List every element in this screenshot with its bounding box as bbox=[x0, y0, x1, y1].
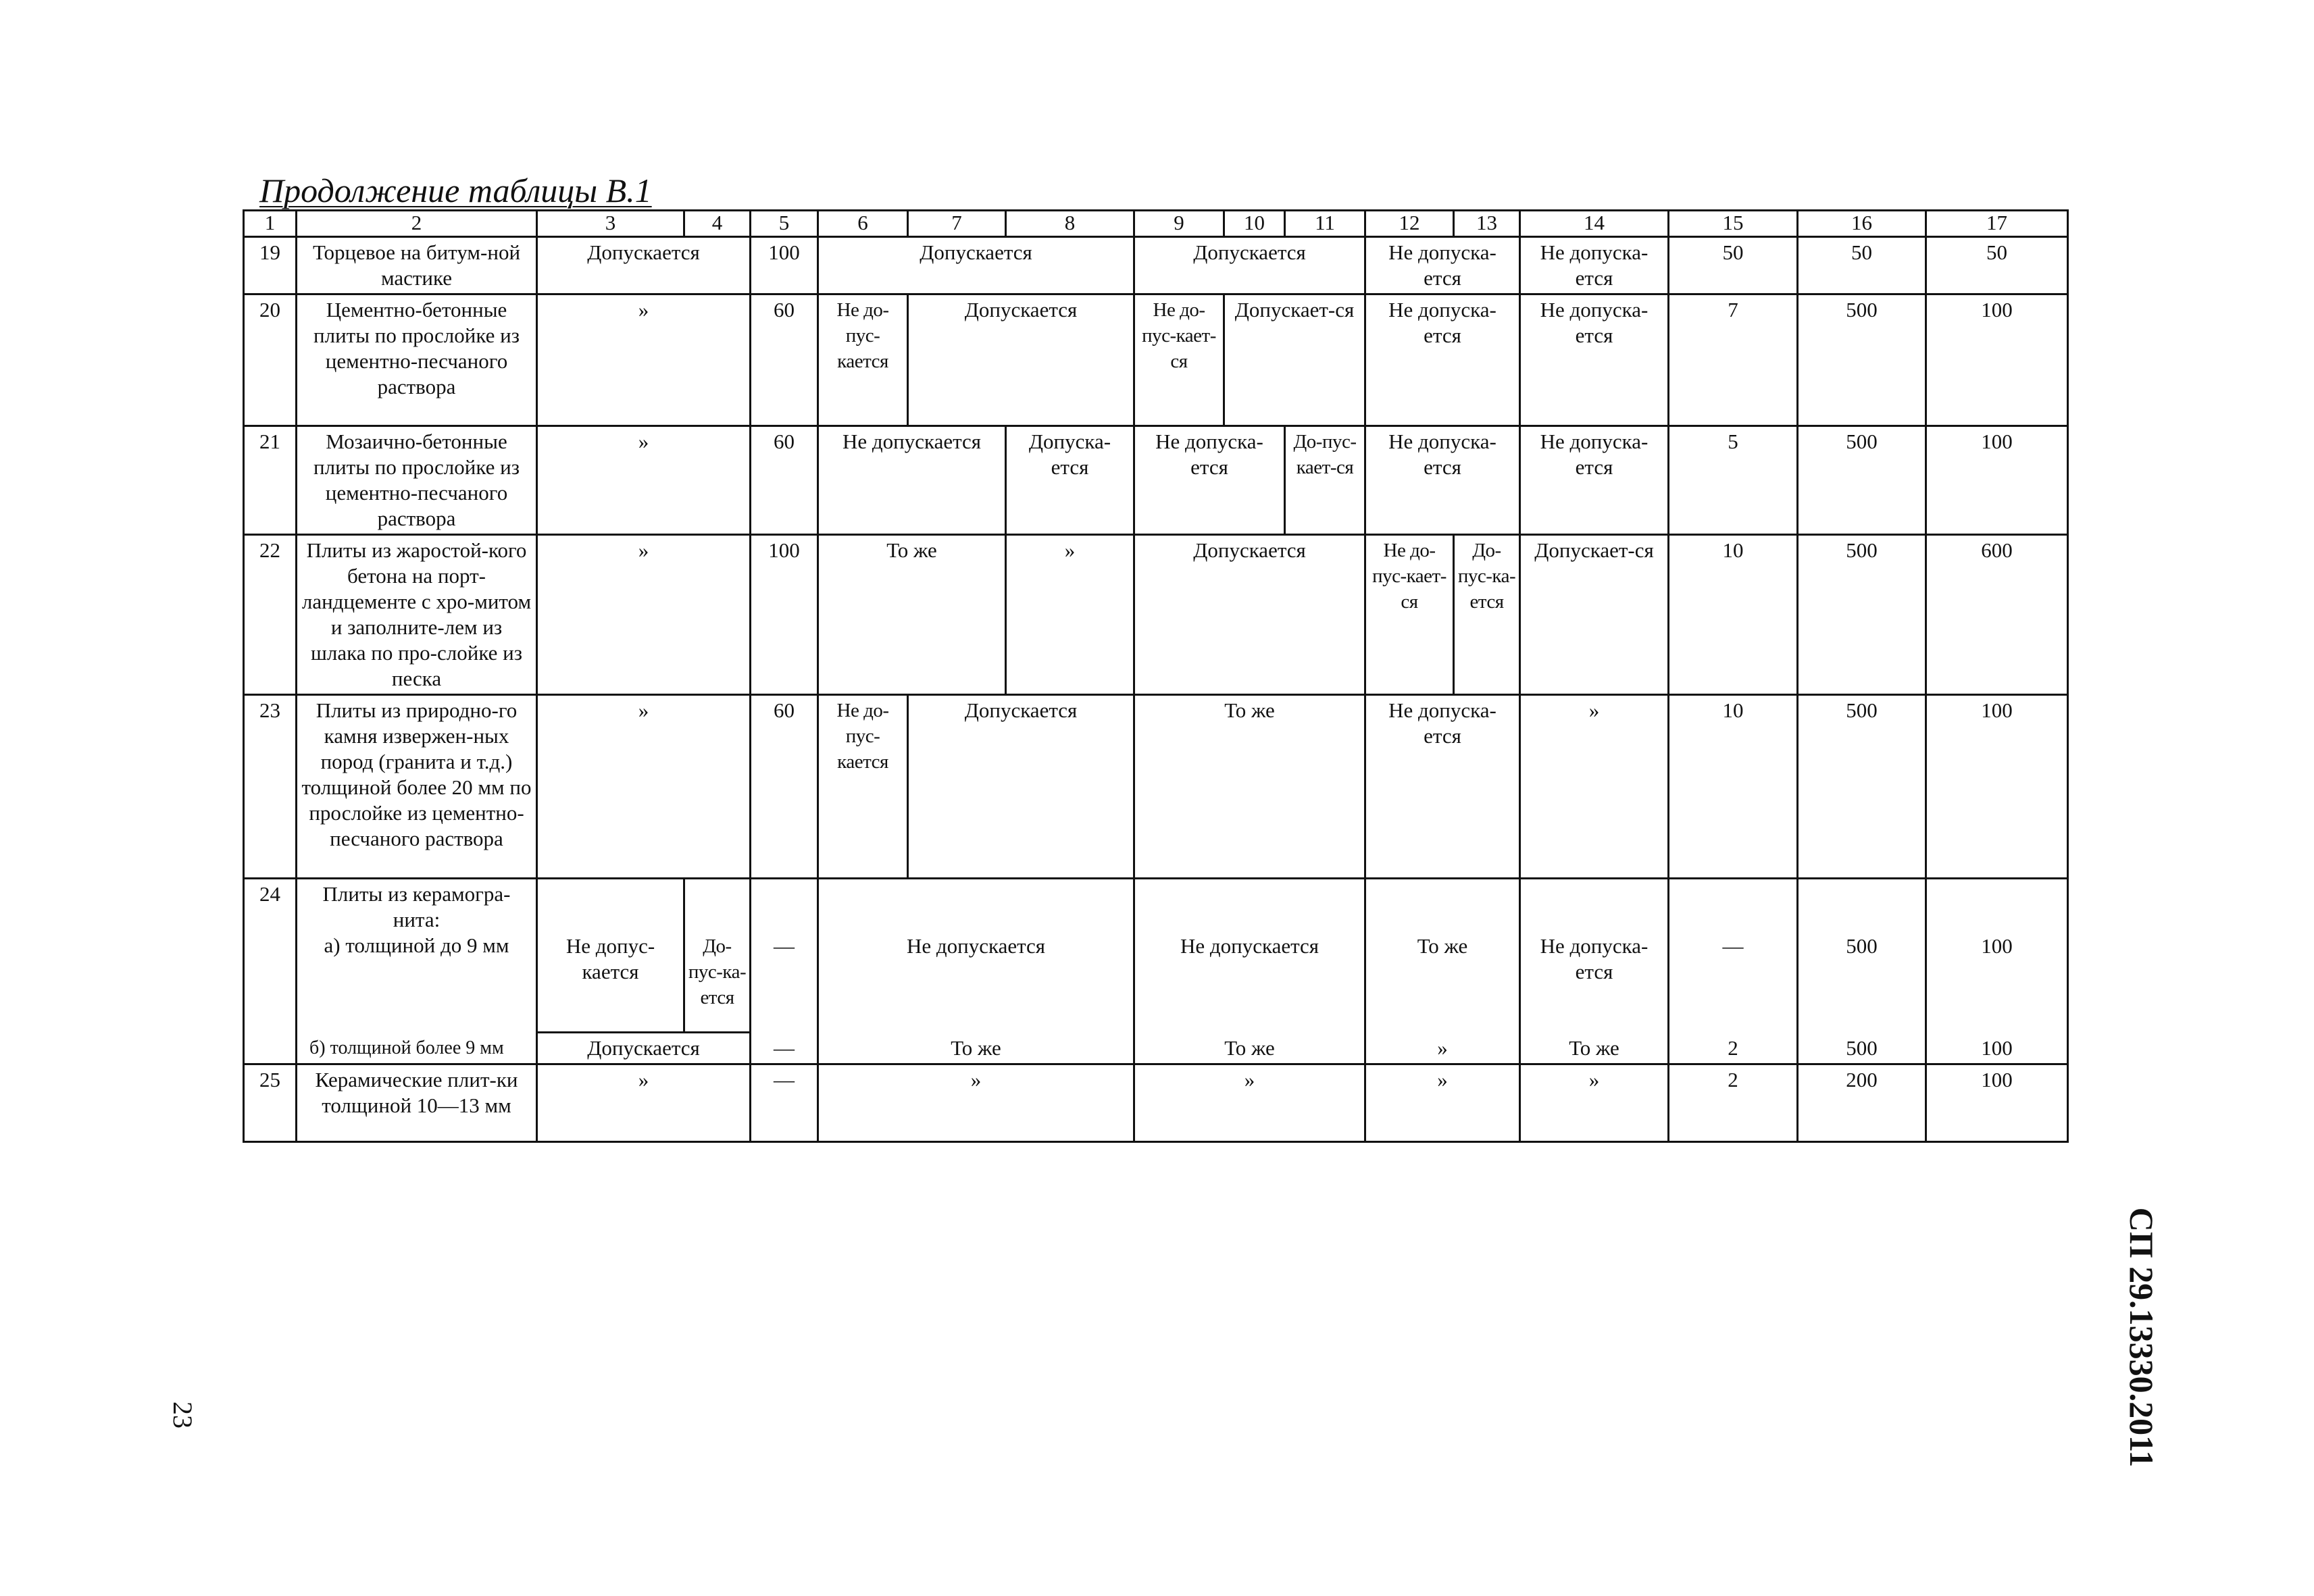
table-cell: 100 bbox=[1926, 879, 2068, 1033]
row-number: 25 bbox=[244, 1064, 297, 1142]
table-cell: 100 bbox=[751, 535, 818, 695]
table-cell: 100 bbox=[1926, 1064, 2068, 1142]
table-cell: Не допуска-ется bbox=[1365, 294, 1520, 426]
table-cell: 7 bbox=[1669, 294, 1798, 426]
table-cell: » bbox=[818, 1064, 1134, 1142]
table-row bbox=[244, 294, 2068, 426]
table-cell: 60 bbox=[751, 695, 818, 879]
table-cell: То же bbox=[1365, 879, 1520, 1033]
table-cell: Не допускается bbox=[818, 879, 1134, 1033]
table-cell: » bbox=[1365, 1033, 1520, 1064]
table-cell: Допускает-ся bbox=[1224, 294, 1365, 426]
header-cell: 10 bbox=[1224, 211, 1285, 237]
header-cell: 4 bbox=[684, 211, 751, 237]
material-cell: Плиты из природно-го камня извержен-ных пород (гранита и т.д.) толщиной более 20 мм по прослойке из цементно-песчаного раствора bbox=[297, 695, 537, 879]
row-number: 24 bbox=[244, 879, 297, 1033]
header-cell: 9 bbox=[1134, 211, 1224, 237]
table-cell: То же bbox=[1520, 1033, 1669, 1064]
table-cell: Не допуска-ется bbox=[1520, 426, 1669, 535]
table-cell: Допускается bbox=[537, 237, 751, 294]
table-cell: То же bbox=[1134, 695, 1365, 879]
table-cell: 2 bbox=[1669, 1033, 1798, 1064]
table-cell: Не допуска-ется bbox=[1520, 879, 1669, 1033]
header-cell: 5 bbox=[751, 211, 818, 237]
table-cell: » bbox=[1134, 1064, 1365, 1142]
header-cell: 16 bbox=[1798, 211, 1926, 237]
table-cell: Не допуска-ется bbox=[1365, 237, 1520, 294]
material-cell: Керамические плит-ки толщиной 10—13 мм bbox=[297, 1064, 537, 1142]
material-cell: Цементно-бетонные плиты по прослойке из цементно-песчаного раствора bbox=[297, 294, 537, 426]
table-row bbox=[244, 535, 2068, 695]
table-cell: То же bbox=[818, 1033, 1134, 1064]
table-cell: » bbox=[1365, 1064, 1520, 1142]
table-cell: 10 bbox=[1669, 535, 1798, 695]
table-row bbox=[244, 1064, 2068, 1142]
table-cell: 100 bbox=[1926, 426, 2068, 535]
row-number bbox=[244, 1033, 297, 1064]
header-cell: 3 bbox=[537, 211, 684, 237]
table-cell: Допускается bbox=[908, 294, 1134, 426]
header-cell: 11 bbox=[1285, 211, 1365, 237]
table-cell: Допускается bbox=[1134, 535, 1365, 695]
table-cell: Не допускается bbox=[1134, 879, 1365, 1033]
table-cell: » bbox=[537, 426, 751, 535]
header-cell: 15 bbox=[1669, 211, 1798, 237]
row-number: 22 bbox=[244, 535, 297, 695]
table-cell: Допуска-ется bbox=[1006, 426, 1134, 535]
table-cell: До-пус-кает-ся bbox=[1285, 426, 1365, 535]
material-cell: Плиты из жаростой-кого бетона на порт-ландцементе с хро-митом и заполните-лем из шлака по про-слойке из песка bbox=[297, 535, 537, 695]
header-cell: 8 bbox=[1006, 211, 1134, 237]
table-cell: 60 bbox=[751, 294, 818, 426]
table-cell: Не допускается bbox=[818, 426, 1006, 535]
table-cell: — bbox=[1669, 879, 1798, 1033]
table-cell: » bbox=[1006, 535, 1134, 695]
table-cell: Допускается bbox=[537, 1033, 751, 1064]
header-cell: 7 bbox=[908, 211, 1006, 237]
table-cell: 100 bbox=[1926, 294, 2068, 426]
table-cell: » bbox=[1520, 695, 1669, 879]
table-cell: 500 bbox=[1798, 294, 1926, 426]
document-code: СП 29.13330.2011 bbox=[2123, 1207, 2161, 1468]
table-cell: Не до-пус-кает-ся bbox=[1365, 535, 1454, 695]
table-row bbox=[244, 426, 2068, 535]
table-cell: 500 bbox=[1798, 426, 1926, 535]
header-cell: 12 bbox=[1365, 211, 1454, 237]
table-cell: Не допуска-ется bbox=[1365, 426, 1520, 535]
table-cell: Допускается bbox=[1134, 237, 1365, 294]
table-row bbox=[244, 1033, 2068, 1064]
table-cell: Не допуска-ется bbox=[1520, 237, 1669, 294]
table-row bbox=[244, 237, 2068, 294]
table-cell: До-пус-ка-ется bbox=[1454, 535, 1520, 695]
table-cell: Допускает-ся bbox=[1520, 535, 1669, 695]
header-cell: 6 bbox=[818, 211, 908, 237]
table-cell: » bbox=[1520, 1064, 1669, 1142]
table-cell: Не до-пус-кает-ся bbox=[1134, 294, 1224, 426]
row-number: 20 bbox=[244, 294, 297, 426]
table-cell: Не допуска-ется bbox=[1365, 695, 1520, 879]
table-cell: » bbox=[537, 294, 751, 426]
data-table bbox=[243, 209, 2069, 1143]
table-cell: 50 bbox=[1669, 237, 1798, 294]
table-cell: 600 bbox=[1926, 535, 2068, 695]
table-cell: Не допуска-ется bbox=[1520, 294, 1669, 426]
table-row bbox=[244, 879, 2068, 1033]
row-number: 21 bbox=[244, 426, 297, 535]
table-cell: Не до-пус-кается bbox=[818, 294, 908, 426]
table-row bbox=[244, 695, 2068, 879]
row-number: 19 bbox=[244, 237, 297, 294]
table-cell: Допускается bbox=[908, 695, 1134, 879]
table-cell: 100 bbox=[1926, 1033, 2068, 1064]
table-cell: Допускается bbox=[818, 237, 1134, 294]
table-cell: Не допус-кается bbox=[537, 879, 684, 1033]
table-cell: 200 bbox=[1798, 1064, 1926, 1142]
table-cell: 50 bbox=[1798, 237, 1926, 294]
material-cell: Плиты из керамогра-нита: а) толщиной до 9 мм bbox=[297, 879, 537, 1033]
material-cell: б) толщиной более 9 мм bbox=[297, 1033, 537, 1064]
table-cell: 100 bbox=[1926, 695, 2068, 879]
header-cell: 2 bbox=[297, 211, 537, 237]
table-cell: 100 bbox=[751, 237, 818, 294]
table-cell: 5 bbox=[1669, 426, 1798, 535]
header-cell: 13 bbox=[1454, 211, 1520, 237]
table-cell: » bbox=[537, 535, 751, 695]
header-row bbox=[244, 211, 2068, 237]
table-cell: — bbox=[751, 879, 818, 1033]
table-cell: — bbox=[751, 1033, 818, 1064]
table-cell: Не допуска-ется bbox=[1134, 426, 1285, 535]
table-cell: 50 bbox=[1926, 237, 2068, 294]
table-cell: 60 bbox=[751, 426, 818, 535]
table-cell: То же bbox=[1134, 1033, 1365, 1064]
table-cell: 500 bbox=[1798, 1033, 1926, 1064]
table-cell: До-пус-ка-ется bbox=[684, 879, 751, 1033]
material-cell: Торцевое на битум-ной мастике bbox=[297, 237, 537, 294]
table-cell: Не до-пус-кается bbox=[818, 695, 908, 879]
header-cell: 14 bbox=[1520, 211, 1669, 237]
table-cell: 500 bbox=[1798, 879, 1926, 1033]
table-cell: То же bbox=[818, 535, 1006, 695]
table-cell: » bbox=[537, 1064, 751, 1142]
header-cell: 17 bbox=[1926, 211, 2068, 237]
table-caption: Продолжение таблицы В.1 bbox=[259, 172, 652, 209]
table-cell: — bbox=[751, 1064, 818, 1142]
table-cell: 2 bbox=[1669, 1064, 1798, 1142]
table-cell: 500 bbox=[1798, 535, 1926, 695]
row-number: 23 bbox=[244, 695, 297, 879]
table-cell: 10 bbox=[1669, 695, 1798, 879]
page-number: 23 bbox=[168, 1401, 198, 1428]
material-cell: Мозаично-бетонные плиты по прослойке из цементно-песчаного раствора bbox=[297, 426, 537, 535]
table-cell: » bbox=[537, 695, 751, 879]
header-cell: 1 bbox=[244, 211, 297, 237]
table-cell: 500 bbox=[1798, 695, 1926, 879]
